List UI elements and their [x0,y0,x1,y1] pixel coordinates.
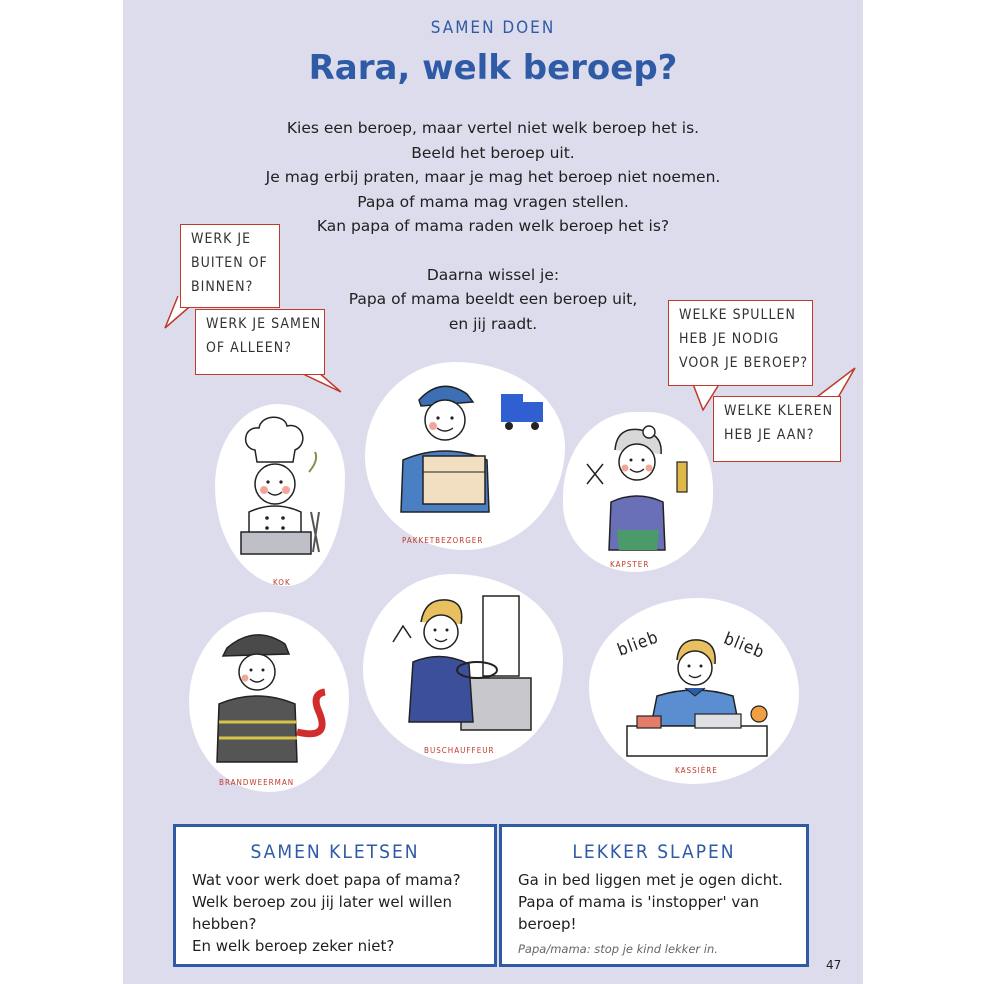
samen-kletsen-line: En welk beroep zeker niet? [192,937,395,955]
parent-note: Papa/mama: stop je kind lekker in. [518,942,718,956]
intro-line: Beeld het beroep uit. [411,143,575,162]
bliep-sound-left: blieb [614,627,662,661]
intro-line: Kan papa of mama raden welk beroep het is? [316,217,670,235]
intro-line: Kies een beroep, maar vertel niet welk beroep het is. [286,119,700,137]
bus-driver-illustration [379,582,559,742]
intro-line: Daarna wissel je: [426,265,560,284]
speech-bubble-clothes: WELKE KLEREN HEB JE AAN? [713,396,841,462]
caption-buschauffeur: BUSCHAUFFEUR [424,746,495,755]
caption-kapster: KAPSTER [610,560,650,569]
cashier-illustration [607,630,787,760]
intro-line: Je mag erbij praten, maar je mag het beroep niet noemen. [265,168,721,186]
caption-kassiere: KASSIÈRE [675,766,718,775]
courier-illustration [381,372,561,532]
page-title: Rara, welk beroep? [308,48,678,88]
bliep-sound-right: blieb [720,628,768,664]
speech-bubble-together-alone: WERK JE SAMEN OF ALLEEN? [195,309,325,375]
intro-line: Papa of mama mag vragen stellen. [357,192,629,211]
lekker-slapen-line: beroep! [518,915,577,933]
samen-kletsen-title: SAMEN KLETSEN [250,841,420,863]
samen-kletsen-line: Welk beroep zou jij later wel willen [192,893,453,911]
chef-illustration [223,412,338,572]
samen-kletsen-line: Wat voor werk doet papa of mama? [192,871,461,889]
caption-kok: KOK [273,578,291,587]
speech-bubble-tools: WELKE SPULLEN HEB JE NODIG VOOR JE BEROEP? [668,300,813,386]
page-number: 47 [826,958,842,972]
samen-kletsen-box [173,824,497,967]
section-kicker: SAMEN DOEN [430,18,556,38]
samen-kletsen-line: hebben? [192,915,257,933]
lekker-slapen-box [499,824,809,967]
lekker-slapen-title: LEKKER SLAPEN [572,841,736,863]
speech-bubble-outside-inside: WERK JE BUITEN OF BINNEN? [180,224,280,308]
page [123,0,863,984]
hairdresser-illustration [573,420,703,560]
caption-pakketbezorger: PAKKETBEZORGER [402,536,484,545]
caption-brandweerman: BRANDWEERMAN [219,778,295,787]
lekker-slapen-line: Ga in bed liggen met je ogen dicht. [518,871,783,889]
lekker-slapen-line: Papa of mama is 'instopper' van [518,893,759,911]
intro-line: en jij raadt. [448,314,538,333]
firefighter-illustration [201,622,341,772]
intro-line: Papa of mama beeldt een beroep uit, [348,290,638,308]
